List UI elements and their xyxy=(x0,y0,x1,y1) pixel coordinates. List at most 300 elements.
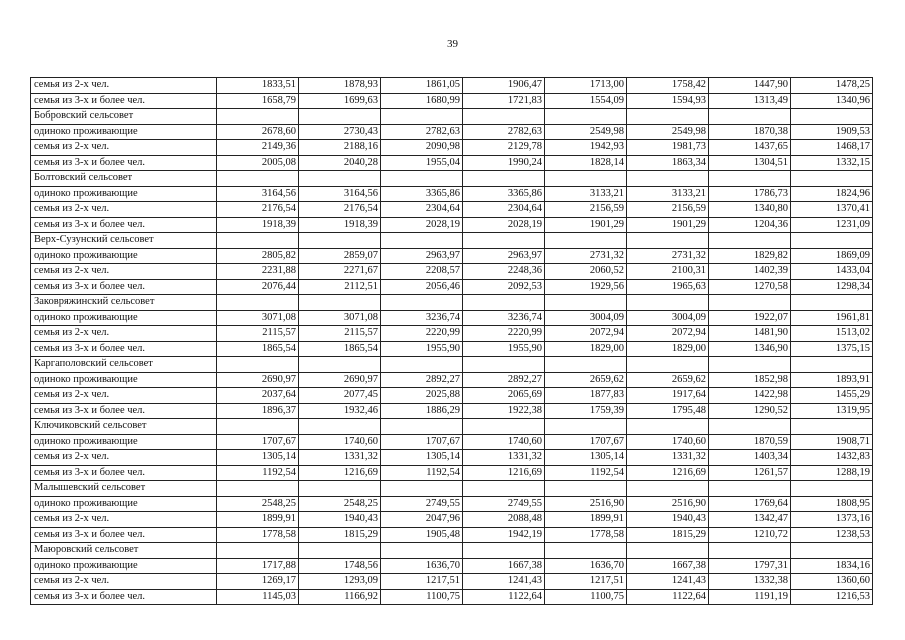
value-cell: 3164,56 xyxy=(299,186,381,202)
page-number: 39 xyxy=(447,38,458,50)
row-label: семья из 3-х и более чел. xyxy=(31,527,217,543)
value-cell xyxy=(463,171,545,187)
value-cell xyxy=(627,419,709,435)
table-row xyxy=(31,372,873,388)
value-cell: 2072,94 xyxy=(627,326,709,342)
value-cell: 2231,88 xyxy=(217,264,299,280)
table-row xyxy=(31,403,873,419)
value-cell: 2072,94 xyxy=(545,326,627,342)
value-cell: 1402,39 xyxy=(709,264,791,280)
value-cell: 2056,46 xyxy=(381,279,463,295)
value-cell xyxy=(627,295,709,311)
value-cell: 1217,51 xyxy=(545,574,627,590)
value-cell: 2040,28 xyxy=(299,155,381,171)
value-cell: 1241,43 xyxy=(627,574,709,590)
value-cell: 2088,48 xyxy=(463,512,545,528)
value-cell xyxy=(299,109,381,125)
table-row xyxy=(31,527,873,543)
value-cell: 1447,90 xyxy=(709,78,791,94)
value-cell xyxy=(217,171,299,187)
table-row xyxy=(31,434,873,450)
row-label: Болтовский сельсовет xyxy=(31,171,217,187)
row-label: Ключиковский сельсовет xyxy=(31,419,217,435)
value-cell: 2208,57 xyxy=(381,264,463,280)
value-cell: 2115,57 xyxy=(299,326,381,342)
value-cell xyxy=(545,171,627,187)
value-cell: 1122,64 xyxy=(463,589,545,605)
value-cell: 1852,98 xyxy=(709,372,791,388)
value-cell: 2156,59 xyxy=(545,202,627,218)
value-cell: 1713,00 xyxy=(545,78,627,94)
value-cell: 1122,64 xyxy=(627,589,709,605)
table-row xyxy=(31,140,873,156)
row-label: семья из 2-х чел. xyxy=(31,326,217,342)
value-cell xyxy=(709,233,791,249)
value-cell: 1901,29 xyxy=(545,217,627,233)
table-row xyxy=(31,310,873,326)
value-cell: 1216,69 xyxy=(463,465,545,481)
row-label: семья из 2-х чел. xyxy=(31,512,217,528)
value-cell: 1403,34 xyxy=(709,450,791,466)
value-cell xyxy=(791,295,873,311)
row-label: одиноко проживающие xyxy=(31,248,217,264)
row-label: Бобровский сельсовет xyxy=(31,109,217,125)
value-cell: 1340,96 xyxy=(791,93,873,109)
value-cell: 2076,44 xyxy=(217,279,299,295)
value-cell: 1432,83 xyxy=(791,450,873,466)
row-label: одиноко проживающие xyxy=(31,310,217,326)
value-cell: 2090,98 xyxy=(381,140,463,156)
value-cell: 1707,67 xyxy=(545,434,627,450)
value-cell xyxy=(627,357,709,373)
value-cell: 1342,47 xyxy=(709,512,791,528)
value-cell xyxy=(299,357,381,373)
value-cell: 1298,34 xyxy=(791,279,873,295)
value-cell xyxy=(217,357,299,373)
row-label: семья из 3-х и более чел. xyxy=(31,217,217,233)
row-label: одиноко проживающие xyxy=(31,558,217,574)
value-cell: 1217,51 xyxy=(381,574,463,590)
value-cell: 1375,15 xyxy=(791,341,873,357)
value-cell: 1893,91 xyxy=(791,372,873,388)
value-cell: 1955,04 xyxy=(381,155,463,171)
table-row xyxy=(31,155,873,171)
value-cell: 1216,53 xyxy=(791,589,873,605)
value-cell: 1815,29 xyxy=(299,527,381,543)
value-cell: 1759,39 xyxy=(545,403,627,419)
table-row xyxy=(31,248,873,264)
table-row xyxy=(31,279,873,295)
value-cell: 1909,53 xyxy=(791,124,873,140)
value-cell: 2149,36 xyxy=(217,140,299,156)
value-cell: 2749,55 xyxy=(463,496,545,512)
value-cell xyxy=(299,543,381,559)
row-label: семья из 3-х и более чел. xyxy=(31,403,217,419)
value-cell xyxy=(299,419,381,435)
value-cell: 2304,64 xyxy=(463,202,545,218)
value-cell: 2028,19 xyxy=(463,217,545,233)
table-row xyxy=(31,574,873,590)
table-row xyxy=(31,512,873,528)
table-row xyxy=(31,341,873,357)
value-cell: 1786,73 xyxy=(709,186,791,202)
value-cell xyxy=(545,233,627,249)
value-cell: 1699,63 xyxy=(299,93,381,109)
row-label: Заковряжинский сельсовет xyxy=(31,295,217,311)
value-cell xyxy=(217,419,299,435)
row-label: одиноко проживающие xyxy=(31,186,217,202)
value-cell: 1965,63 xyxy=(627,279,709,295)
value-cell: 1795,48 xyxy=(627,403,709,419)
value-cell xyxy=(545,419,627,435)
row-label: семья из 2-х чел. xyxy=(31,140,217,156)
value-cell: 1636,70 xyxy=(381,558,463,574)
value-cell: 1865,54 xyxy=(217,341,299,357)
value-cell: 1332,15 xyxy=(791,155,873,171)
value-cell xyxy=(299,233,381,249)
value-cell: 1270,58 xyxy=(709,279,791,295)
value-cell: 1100,75 xyxy=(381,589,463,605)
table-row xyxy=(31,419,873,435)
value-cell: 2065,69 xyxy=(463,388,545,404)
value-cell: 1192,54 xyxy=(217,465,299,481)
table-row xyxy=(31,465,873,481)
value-cell: 1940,43 xyxy=(627,512,709,528)
value-cell: 1319,95 xyxy=(791,403,873,419)
value-cell xyxy=(463,481,545,497)
row-label: одиноко проживающие xyxy=(31,372,217,388)
value-cell xyxy=(463,295,545,311)
value-cell: 1331,32 xyxy=(627,450,709,466)
value-cell: 1332,38 xyxy=(709,574,791,590)
value-cell: 1955,90 xyxy=(381,341,463,357)
value-cell: 1422,98 xyxy=(709,388,791,404)
value-cell: 2156,59 xyxy=(627,202,709,218)
table-row xyxy=(31,109,873,125)
value-cell: 1899,91 xyxy=(217,512,299,528)
value-cell xyxy=(627,171,709,187)
value-cell: 1906,47 xyxy=(463,78,545,94)
value-cell: 2112,51 xyxy=(299,279,381,295)
table-row xyxy=(31,295,873,311)
value-cell: 1748,56 xyxy=(299,558,381,574)
value-cell: 3236,74 xyxy=(381,310,463,326)
row-label: семья из 3-х и более чел. xyxy=(31,155,217,171)
value-cell xyxy=(627,481,709,497)
value-cell: 1899,91 xyxy=(545,512,627,528)
value-cell xyxy=(709,109,791,125)
row-label: семья из 2-х чел. xyxy=(31,574,217,590)
value-cell: 1216,69 xyxy=(299,465,381,481)
value-cell: 1932,46 xyxy=(299,403,381,419)
row-label: семья из 3-х и более чел. xyxy=(31,279,217,295)
value-cell: 1815,29 xyxy=(627,527,709,543)
value-cell: 1905,48 xyxy=(381,527,463,543)
value-cell: 2176,54 xyxy=(217,202,299,218)
value-cell xyxy=(381,295,463,311)
value-cell: 2060,52 xyxy=(545,264,627,280)
value-cell: 2037,64 xyxy=(217,388,299,404)
value-cell xyxy=(463,543,545,559)
value-cell: 3004,09 xyxy=(545,310,627,326)
value-cell xyxy=(299,481,381,497)
value-cell: 1828,14 xyxy=(545,155,627,171)
value-cell: 2549,98 xyxy=(545,124,627,140)
value-cell xyxy=(381,357,463,373)
value-cell xyxy=(709,295,791,311)
value-cell: 1870,38 xyxy=(709,124,791,140)
value-cell: 2248,36 xyxy=(463,264,545,280)
value-cell: 2220,99 xyxy=(381,326,463,342)
value-cell: 1717,88 xyxy=(217,558,299,574)
value-cell: 3365,86 xyxy=(381,186,463,202)
value-cell: 1192,54 xyxy=(545,465,627,481)
row-label: одиноко проживающие xyxy=(31,496,217,512)
value-cell xyxy=(709,543,791,559)
value-cell: 1824,96 xyxy=(791,186,873,202)
value-cell: 2690,97 xyxy=(299,372,381,388)
value-cell: 1667,38 xyxy=(463,558,545,574)
value-cell: 1293,09 xyxy=(299,574,381,590)
value-cell: 1290,52 xyxy=(709,403,791,419)
value-cell: 1100,75 xyxy=(545,589,627,605)
value-cell: 2548,25 xyxy=(299,496,381,512)
value-cell: 1797,31 xyxy=(709,558,791,574)
value-cell: 1870,59 xyxy=(709,434,791,450)
value-cell: 2188,16 xyxy=(299,140,381,156)
value-cell: 1658,79 xyxy=(217,93,299,109)
value-cell: 1346,90 xyxy=(709,341,791,357)
value-cell: 2659,62 xyxy=(545,372,627,388)
value-cell: 1942,19 xyxy=(463,527,545,543)
value-cell: 1331,32 xyxy=(299,450,381,466)
value-cell: 1313,49 xyxy=(709,93,791,109)
value-cell: 2963,97 xyxy=(381,248,463,264)
table-row xyxy=(31,388,873,404)
value-cell: 1878,93 xyxy=(299,78,381,94)
value-cell: 2782,63 xyxy=(381,124,463,140)
value-cell: 2730,43 xyxy=(299,124,381,140)
value-cell: 1513,02 xyxy=(791,326,873,342)
value-cell: 1192,54 xyxy=(381,465,463,481)
value-cell: 3004,09 xyxy=(627,310,709,326)
value-cell: 2892,27 xyxy=(381,372,463,388)
value-cell: 3071,08 xyxy=(217,310,299,326)
value-cell: 2805,82 xyxy=(217,248,299,264)
value-cell: 1778,58 xyxy=(545,527,627,543)
value-cell: 1680,99 xyxy=(381,93,463,109)
value-cell: 2271,67 xyxy=(299,264,381,280)
table-row xyxy=(31,543,873,559)
value-cell: 1901,29 xyxy=(627,217,709,233)
value-cell: 2731,32 xyxy=(627,248,709,264)
table-row xyxy=(31,124,873,140)
value-cell: 2892,27 xyxy=(463,372,545,388)
value-cell: 1918,39 xyxy=(217,217,299,233)
value-cell: 2516,90 xyxy=(627,496,709,512)
value-cell: 1288,19 xyxy=(791,465,873,481)
value-cell xyxy=(217,109,299,125)
value-cell xyxy=(217,481,299,497)
value-cell xyxy=(627,109,709,125)
table-row xyxy=(31,326,873,342)
value-cell: 1829,00 xyxy=(545,341,627,357)
value-cell xyxy=(791,481,873,497)
value-cell: 1216,69 xyxy=(627,465,709,481)
value-cell xyxy=(709,171,791,187)
value-cell xyxy=(381,481,463,497)
value-cell: 2025,88 xyxy=(381,388,463,404)
row-label: семья из 2-х чел. xyxy=(31,388,217,404)
value-cell: 1191,19 xyxy=(709,589,791,605)
value-cell: 1740,60 xyxy=(299,434,381,450)
value-cell xyxy=(299,295,381,311)
value-cell: 2549,98 xyxy=(627,124,709,140)
value-cell xyxy=(217,543,299,559)
value-cell: 2005,08 xyxy=(217,155,299,171)
value-cell: 1667,38 xyxy=(627,558,709,574)
value-cell: 2304,64 xyxy=(381,202,463,218)
value-cell: 1305,14 xyxy=(217,450,299,466)
row-label: Маюровский сельсовет xyxy=(31,543,217,559)
value-cell: 1707,67 xyxy=(217,434,299,450)
value-cell xyxy=(545,357,627,373)
value-cell: 1210,72 xyxy=(709,527,791,543)
value-cell: 1940,43 xyxy=(299,512,381,528)
value-cell: 1877,83 xyxy=(545,388,627,404)
value-cell: 2516,90 xyxy=(545,496,627,512)
value-cell: 2220,99 xyxy=(463,326,545,342)
table-row xyxy=(31,450,873,466)
value-cell: 2782,63 xyxy=(463,124,545,140)
value-cell xyxy=(791,419,873,435)
value-cell: 1261,57 xyxy=(709,465,791,481)
value-cell xyxy=(381,419,463,435)
table-row xyxy=(31,233,873,249)
row-label: семья из 2-х чел. xyxy=(31,202,217,218)
value-cell xyxy=(791,109,873,125)
value-cell: 2047,96 xyxy=(381,512,463,528)
value-cell: 1331,32 xyxy=(463,450,545,466)
value-cell xyxy=(545,295,627,311)
value-cell: 1861,05 xyxy=(381,78,463,94)
row-label: одиноко проживающие xyxy=(31,434,217,450)
value-cell xyxy=(791,357,873,373)
value-cell: 1636,70 xyxy=(545,558,627,574)
value-cell: 1778,58 xyxy=(217,527,299,543)
value-cell xyxy=(545,109,627,125)
row-label: Малышевский сельсовет xyxy=(31,481,217,497)
value-cell: 1204,36 xyxy=(709,217,791,233)
value-cell: 1437,65 xyxy=(709,140,791,156)
table-row xyxy=(31,171,873,187)
value-cell: 1740,60 xyxy=(627,434,709,450)
row-label: Каргаполовский сельсовет xyxy=(31,357,217,373)
row-label: семья из 3-х и более чел. xyxy=(31,465,217,481)
value-cell: 2731,32 xyxy=(545,248,627,264)
table-row xyxy=(31,589,873,605)
value-cell: 2659,62 xyxy=(627,372,709,388)
value-cell: 1833,51 xyxy=(217,78,299,94)
value-cell: 1929,56 xyxy=(545,279,627,295)
value-cell: 1981,73 xyxy=(627,140,709,156)
value-cell xyxy=(463,419,545,435)
value-cell xyxy=(381,233,463,249)
value-cell: 1707,67 xyxy=(381,434,463,450)
table-row xyxy=(31,481,873,497)
value-cell: 1433,04 xyxy=(791,264,873,280)
value-cell: 3164,56 xyxy=(217,186,299,202)
value-cell xyxy=(709,357,791,373)
table-row xyxy=(31,93,873,109)
value-cell xyxy=(545,543,627,559)
value-cell: 1166,92 xyxy=(299,589,381,605)
value-cell: 1554,09 xyxy=(545,93,627,109)
value-cell: 1740,60 xyxy=(463,434,545,450)
value-cell xyxy=(791,543,873,559)
value-cell xyxy=(545,481,627,497)
value-cell: 3236,74 xyxy=(463,310,545,326)
table-row xyxy=(31,357,873,373)
table-row xyxy=(31,78,873,94)
value-cell: 2100,31 xyxy=(627,264,709,280)
value-cell xyxy=(791,171,873,187)
value-cell xyxy=(463,233,545,249)
value-cell: 1360,60 xyxy=(791,574,873,590)
value-cell: 1961,81 xyxy=(791,310,873,326)
value-cell: 1922,07 xyxy=(709,310,791,326)
value-cell: 1834,16 xyxy=(791,558,873,574)
table-row xyxy=(31,496,873,512)
value-cell xyxy=(627,233,709,249)
value-cell: 2176,54 xyxy=(299,202,381,218)
value-cell xyxy=(217,295,299,311)
value-cell: 1990,24 xyxy=(463,155,545,171)
row-label: семья из 3-х и более чел. xyxy=(31,341,217,357)
table-row xyxy=(31,202,873,218)
value-cell: 1145,03 xyxy=(217,589,299,605)
value-cell: 1896,37 xyxy=(217,403,299,419)
value-cell: 2115,57 xyxy=(217,326,299,342)
value-cell: 2749,55 xyxy=(381,496,463,512)
value-cell: 1955,90 xyxy=(463,341,545,357)
value-cell xyxy=(709,419,791,435)
value-cell xyxy=(381,543,463,559)
value-cell: 1373,16 xyxy=(791,512,873,528)
value-cell: 3071,08 xyxy=(299,310,381,326)
row-label: Верх-Сузунский сельсовет xyxy=(31,233,217,249)
value-cell: 1869,09 xyxy=(791,248,873,264)
value-cell: 1917,64 xyxy=(627,388,709,404)
value-cell: 1769,64 xyxy=(709,496,791,512)
value-cell: 2129,78 xyxy=(463,140,545,156)
table-row xyxy=(31,558,873,574)
value-cell: 1269,17 xyxy=(217,574,299,590)
value-cell: 2859,07 xyxy=(299,248,381,264)
value-cell: 1455,29 xyxy=(791,388,873,404)
value-cell xyxy=(709,481,791,497)
value-cell: 2077,45 xyxy=(299,388,381,404)
value-cell: 1829,00 xyxy=(627,341,709,357)
value-cell: 2690,97 xyxy=(217,372,299,388)
value-cell: 3133,21 xyxy=(627,186,709,202)
value-cell: 1863,34 xyxy=(627,155,709,171)
table-row xyxy=(31,186,873,202)
value-cell xyxy=(627,543,709,559)
value-cell: 1231,09 xyxy=(791,217,873,233)
value-cell xyxy=(217,233,299,249)
value-cell: 1829,82 xyxy=(709,248,791,264)
